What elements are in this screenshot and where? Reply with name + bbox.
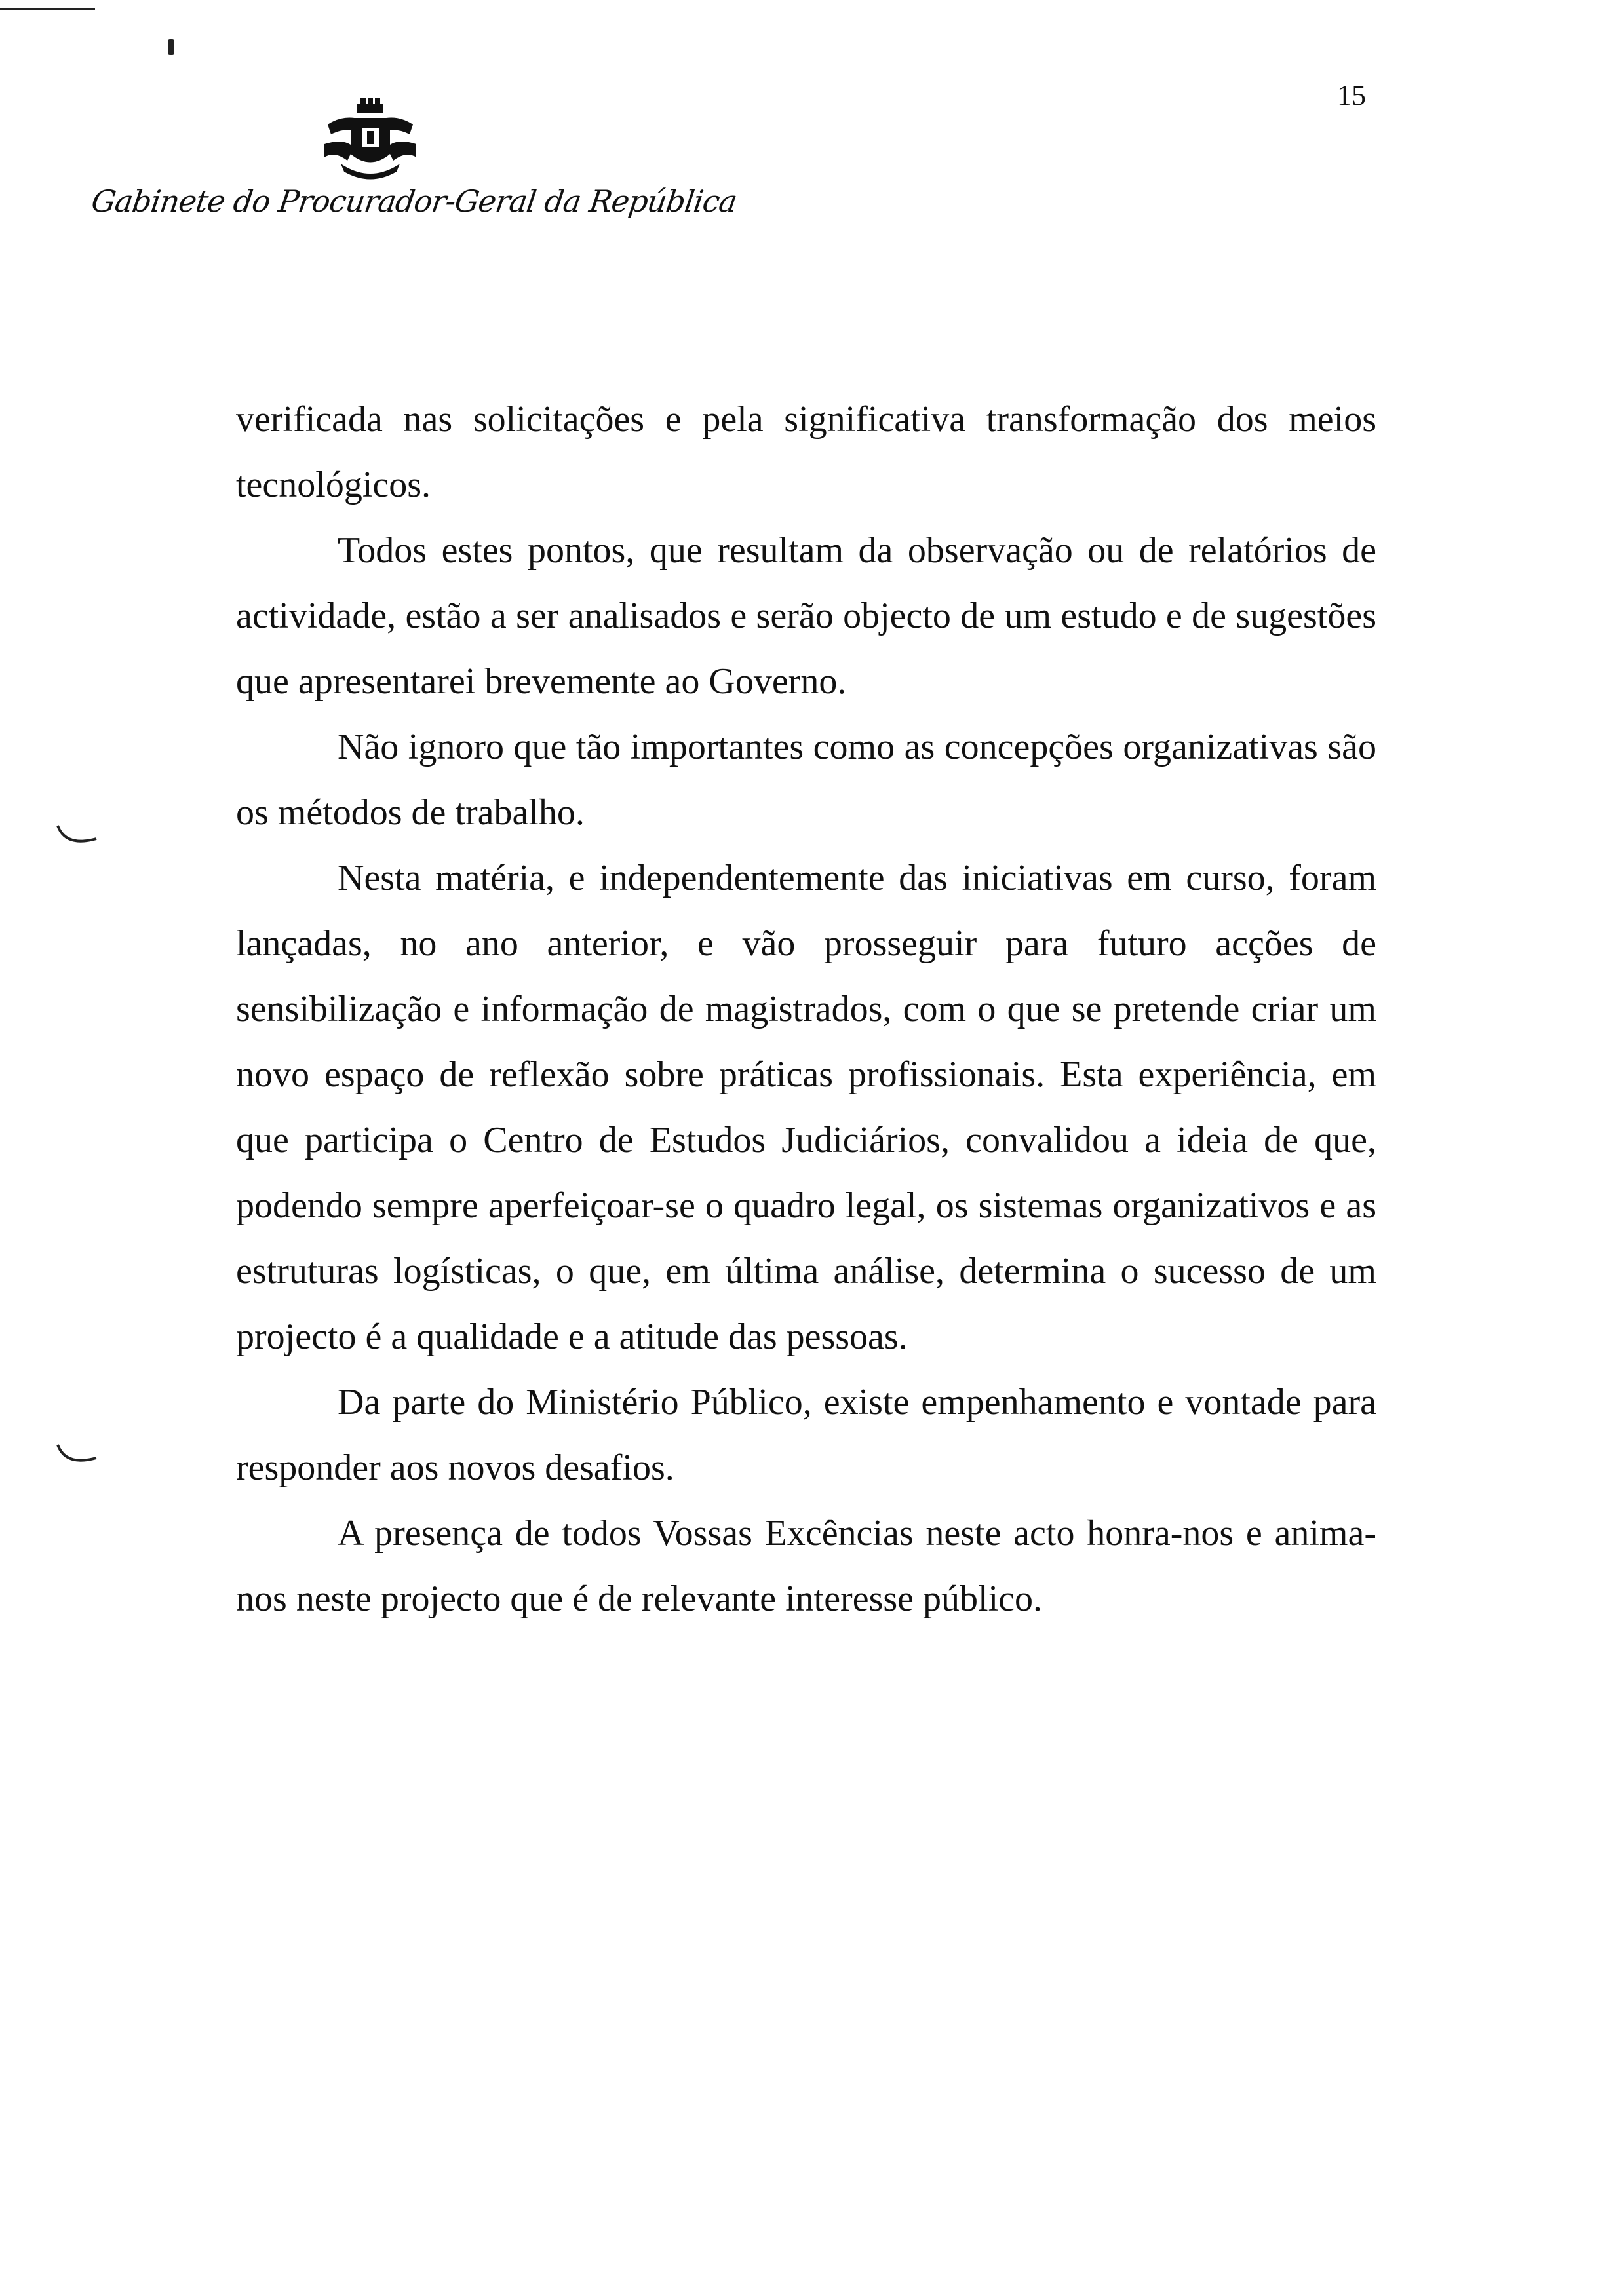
coat-of-arms-emblem [321,98,419,183]
page-number: 15 [1337,79,1366,111]
paragraph: Nesta matéria, e independentemente das iniciativas em curso, foram lançadas, no ano anterior, e vão prosseguir para futuro acções de sensibilização e informação de magistrados, com o que se pretende criar um novo espaço de reflexão sobre práticas profissionais. Esta experiência, em que participa o Centro de Estudos Judiciários, convalidou a ideia de que, podendo sempre aperfeiçoar-se o quadro legal, os sistemas organizativos e as estruturas logísticas, o que, em última análise, determina o sucesso de um projecto é a qualidade e a atitude das pessoas. [236,858,1376,1357]
scan-speck [168,39,174,55]
scan-edge-line [0,8,95,10]
margin-tick-mark [56,822,102,849]
paragraph: verificada nas solicitações e pela significativa transformação dos meios tecnológicos. [236,399,1376,505]
margin-tick-mark [56,1442,102,1468]
paragraph: Não ignoro que tão importantes como as concepções organizativas são os métodos de trabalho. [236,727,1376,833]
office-heading: Gabinete do Procurador-Geral da República [89,183,739,219]
paragraph: Todos estes pontos, que resultam da observação ou de relatórios de actividade, estão a ser analisados e serão objecto de um estudo e de sugestões que apresentarei brevemente ao Governo. [236,530,1376,702]
paragraph: Da parte do Ministério Público, existe empenhamento e vontade para responder aos novos desafios. [236,1382,1376,1488]
paragraph: A presença de todos Vossas Excências neste acto honra-nos e anima-nos neste projecto que é de relevante interesse público. [236,1513,1376,1619]
document-body [236,387,1376,1632]
